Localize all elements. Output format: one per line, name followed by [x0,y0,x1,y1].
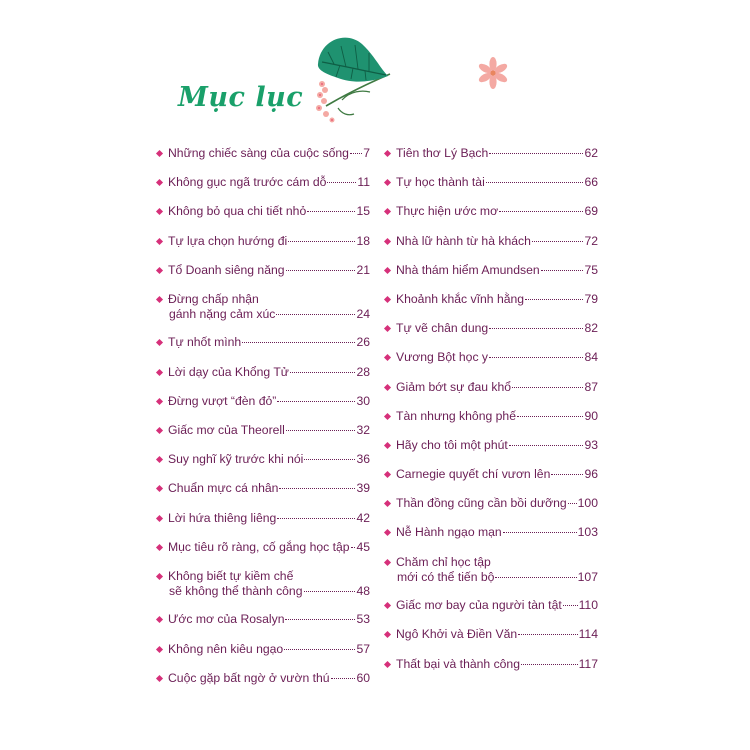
toc-entry-title: Khoảnh khắc vĩnh hằng [396,291,525,306]
toc-entry-page-number: 57 [356,641,370,656]
toc-entry-title: Không nên kiêu ngạo [168,641,284,656]
toc-entry-title: Tàn nhưng không phế [396,408,516,423]
leaf-branch-icon [298,28,398,128]
dot-leader [541,270,584,271]
toc-entry-line [385,555,598,570]
dot-leader [279,488,355,489]
dot-leader [489,357,583,358]
toc-entry-line [385,525,598,540]
toc-entry-title: Ngô Khởi và Điền Văn [396,627,518,642]
toc-entry [385,263,598,292]
toc-entry [385,350,598,379]
toc-entry-line [385,570,598,585]
toc-entry-page-number: 21 [356,262,370,277]
toc-entry-line [385,292,598,307]
toc-entry-title: Lời hứa thiêng liêng [168,510,277,525]
dot-leader [517,416,583,417]
toc-entry-title: Cuộc gặp bất ngờ ở vườn thú [168,670,330,685]
toc-entry [157,642,370,671]
dot-leader [242,342,355,343]
dot-leader [525,299,583,300]
toc-entry-page-number: 48 [356,583,370,598]
toc-entry-page-number: 117 [578,656,598,671]
flower-icon [475,55,511,91]
toc-column-left [157,146,370,700]
toc-entry-line [385,321,598,336]
dot-leader [350,153,362,154]
toc-entry-line [385,467,598,482]
dot-leader [277,401,355,402]
toc-entry-page-number: 39 [356,481,370,496]
toc-entry-title: Hãy cho tôi một phút [396,437,508,452]
toc-entry [385,657,598,686]
toc-entry-page-number: 79 [584,291,598,306]
toc-entry [157,292,370,336]
toc-entry [157,234,370,263]
toc-entry-page-number: 69 [584,204,598,219]
dot-leader [288,241,355,242]
toc-entry [385,380,598,409]
dot-leader [563,605,578,606]
toc-entry [157,569,370,613]
toc-entry-line [157,423,370,438]
dot-leader [284,649,355,650]
toc-entry-page-number: 93 [584,437,598,452]
toc-entry-title: Thực hiện ước mơ [396,204,499,219]
toc-entry [385,467,598,496]
dot-leader [307,211,355,212]
toc-entry-page-number: 107 [577,569,598,584]
toc-entry-title: Chuẩn mực cá nhân [168,481,279,496]
toc-entry [157,540,370,569]
toc-entry-title: Đừng vượt “đèn đỏ” [168,393,277,408]
toc-entry-title: Không gục ngã trước cám dỗ [168,175,327,190]
toc-entry [385,496,598,525]
dot-leader [286,270,356,271]
toc-entry-line [157,569,370,584]
toc-entry-line [385,146,598,161]
toc-entry-page-number: 66 [584,175,598,190]
toc-entry-page-number: 15 [356,204,370,219]
toc-entry [157,394,370,423]
toc-entry-page-number: 53 [356,612,370,627]
toc-entry [385,292,598,321]
toc-entry-title: Đừng chấp nhận [168,291,259,306]
toc-entry-page-number: 45 [356,539,370,554]
toc-entry-page-number: 72 [584,233,598,248]
toc-entry [157,671,370,700]
dot-leader [351,547,356,548]
toc-entry-title: Giấc mơ của Theorell [168,423,285,437]
toc-entry-line [385,175,598,190]
toc-column-right [385,146,598,686]
toc-entry-line [385,409,598,424]
toc-entry-title: Nễ Hành ngạo mạn [396,525,502,540]
dot-leader [521,664,578,665]
dot-leader [489,328,583,329]
toc-entry [157,612,370,641]
dot-leader [551,474,583,475]
toc-entry-title: Mục tiêu rõ ràng, cố gắng học tập [168,539,350,554]
toc-entry [385,438,598,467]
toc-entry [157,365,370,394]
toc-entry-title: Thất bại và thành công [396,656,520,671]
toc-entry-page-number: 24 [356,306,370,321]
dot-leader [286,430,356,431]
toc-entry-title: Tiên thơ Lý Bạch [396,146,489,160]
dot-leader [568,503,577,504]
toc-entry-page-number: 26 [356,335,370,350]
dot-leader [276,314,355,315]
toc-entry-title: Chăm chỉ học tập [396,554,491,569]
toc-entry-title: Tự nhốt mình [168,335,242,350]
toc-entry [385,204,598,233]
toc-entry [157,146,370,175]
toc-entry-page-number: 87 [584,379,598,394]
toc-entry-title: Ước mơ của Rosalyn [168,612,285,627]
toc-entry-line [157,642,370,657]
toc-entry-line [385,598,598,613]
toc-entry-line [157,292,370,307]
toc-entry-title: Tự vẽ chân dung [396,321,489,336]
toc-entry-line [157,481,370,496]
dot-leader [503,532,577,533]
dot-leader [327,182,356,183]
toc-entry-line [157,335,370,350]
toc-entry-line [385,234,598,249]
toc-entry [157,335,370,364]
dot-leader [512,387,583,388]
dot-leader [277,518,355,519]
toc-entry-page-number: 75 [584,262,598,277]
toc-entry-page-number: 96 [584,467,598,482]
dot-leader [331,678,356,679]
toc-entry [157,423,370,452]
toc-entry-line [157,234,370,249]
toc-entry-title: Vương Bột học y [396,350,489,365]
toc-entry-line [157,263,370,278]
toc-entry-line [385,438,598,453]
toc-entry-line [157,612,370,627]
toc-entry [157,452,370,481]
toc-entry-title: Tự học thành tài [396,175,485,190]
dot-leader [489,153,583,154]
page-title: Mục lục [178,82,304,113]
toc-entry-title: Tổ Doanh siêng năng [168,262,285,277]
dot-leader [532,241,584,242]
toc-entry-title: Tự lựa chọn hướng đi [168,233,288,248]
toc-entry [385,234,598,263]
toc-entry-title: Carnegie quyết chí vươn lên [396,467,551,482]
toc-entry [385,321,598,350]
toc-entry-line [385,350,598,365]
toc-entry [157,204,370,233]
toc-entry-page-number: 114 [578,627,598,642]
toc-entry-line [157,452,370,467]
dot-leader [499,211,583,212]
toc-entry-line [157,146,370,161]
toc-entry-title: sẽ không thể thành công [169,583,303,598]
toc-entry-title: Thần đồng cũng cần bồi dưỡng [396,496,567,511]
dot-leader [290,372,355,373]
toc-entry-title: Giấc mơ bay của người tàn tật [396,598,562,613]
toc-entry [157,481,370,510]
toc-entry-page-number: 82 [584,321,598,336]
toc-entry [385,146,598,175]
toc-entry-line [157,204,370,219]
toc-entry [157,175,370,204]
toc-entry-page-number: 84 [584,350,598,365]
dot-leader [518,634,577,635]
toc-entry-page-number: 60 [356,670,370,685]
toc-entry-page-number: 18 [356,233,370,248]
toc-entry [157,263,370,292]
toc-entry-line [157,307,370,322]
dot-leader [304,459,355,460]
dot-leader [486,182,584,183]
toc-entry [385,627,598,656]
toc-entry-page-number: 30 [356,393,370,408]
toc-entry-title: Nhà lữ hành từ hà khách [396,233,531,248]
toc-entry [385,409,598,438]
toc-entry [385,555,598,599]
toc-entry-page-number: 62 [584,146,598,160]
toc-entry-page-number: 103 [577,525,598,540]
toc-entry-line [385,657,598,672]
dot-leader [285,619,355,620]
toc-entry-line [157,365,370,380]
toc-entry-page-number: 100 [577,496,598,511]
toc-entry-line [157,394,370,409]
toc-entry-title: Không biết tự kiềm chế [168,568,294,583]
toc-entry-title: Giảm bớt sự đau khổ [396,379,512,394]
dot-leader [495,577,576,578]
toc-entry [385,175,598,204]
toc-entry-title: Những chiếc sàng của cuộc sống [168,146,349,160]
toc-entry-page-number: 11 [357,175,370,190]
toc-entry-page-number: 36 [356,452,370,467]
toc-entry-page-number: 32 [356,423,370,437]
toc-entry-line [385,627,598,642]
toc-entry-title: Không bỏ qua chi tiết nhỏ [168,204,307,219]
toc-entry [385,525,598,554]
toc-entry-line [385,263,598,278]
toc-entry-page-number: 90 [584,408,598,423]
toc-entry-line [385,380,598,395]
toc-entry-title: gánh nặng cảm xúc [169,306,276,321]
toc-entry-line [157,671,370,686]
toc-entry-line [157,511,370,526]
toc-entry-line [385,496,598,511]
toc-entry-line [157,175,370,190]
toc-entry-title: Suy nghĩ kỹ trước khi nói [168,452,304,467]
toc-entry-line [157,540,370,555]
toc-entry-page-number: 7 [363,146,370,160]
toc-entry-page-number: 42 [356,510,370,525]
dot-leader [509,445,584,446]
toc-entry [157,511,370,540]
toc-entry-title: Nhà thám hiểm Amundsen [396,262,540,277]
toc-entry-line [385,204,598,219]
toc-entry-title: Lời dạy của Khổng Tử [168,364,289,379]
toc-entry-page-number: 110 [578,598,598,613]
dot-leader [304,591,356,592]
toc-entry-line [157,584,370,599]
toc-entry-title: mới có thể tiến bộ [397,569,495,584]
toc-entry [385,598,598,627]
toc-entry-page-number: 28 [356,364,370,379]
